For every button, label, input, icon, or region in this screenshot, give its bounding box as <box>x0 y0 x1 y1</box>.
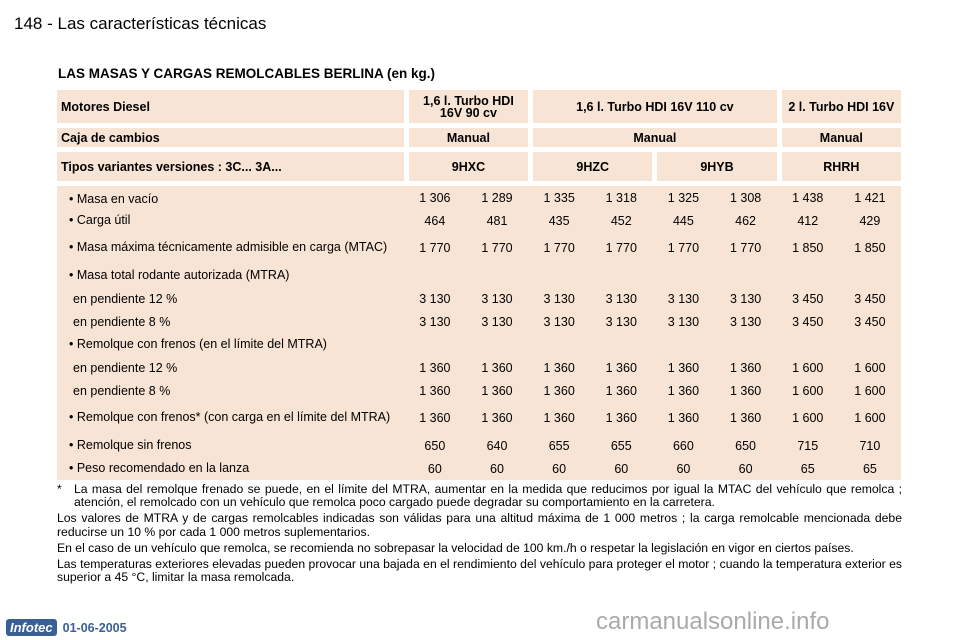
watermark: carmanualsonline.info <box>596 608 830 635</box>
row-value: 3 130 <box>528 310 590 333</box>
row-value: 1 360 <box>528 356 590 379</box>
row-value: 655 <box>528 434 590 457</box>
row-value: 60 <box>404 457 466 480</box>
row-value: 60 <box>714 457 776 480</box>
row-value: 3 130 <box>714 310 776 333</box>
row-value: 1 360 <box>652 356 714 379</box>
row-value: 1 770 <box>528 232 590 264</box>
row-label <box>57 264 404 287</box>
row-value: 1 306 <box>404 186 466 209</box>
row-value: 481 <box>466 209 528 232</box>
row-value: 710 <box>839 434 901 457</box>
table-row <box>57 434 901 457</box>
row-label <box>57 209 404 232</box>
page-number: 148 <box>14 14 43 33</box>
row-value: 1 289 <box>466 186 528 209</box>
row-value: 1 770 <box>652 232 714 264</box>
variant-col-3: 9HYB <box>652 152 776 186</box>
row-label <box>57 310 404 333</box>
row-value <box>714 264 776 287</box>
row-value: 640 <box>466 434 528 457</box>
variant-col-2: 9HZC <box>528 152 652 186</box>
row-value: 3 130 <box>466 310 528 333</box>
row-label-text: • Masa total rodante autorizada (MTRA) <box>69 267 290 282</box>
header-separator: - <box>47 14 53 33</box>
row-value: 1 360 <box>652 402 714 434</box>
gearbox-col-3: Manual <box>777 128 901 152</box>
star-note <box>57 483 902 509</box>
row-value <box>777 264 839 287</box>
row-value <box>404 264 466 287</box>
row-value: 1 600 <box>839 402 901 434</box>
row-value: 1 600 <box>777 379 839 402</box>
row-value <box>404 333 466 356</box>
row-value: 1 335 <box>528 186 590 209</box>
row-value: 435 <box>528 209 590 232</box>
row-value: 1 770 <box>404 232 466 264</box>
row-value <box>590 264 652 287</box>
row-value: 60 <box>466 457 528 480</box>
row-value <box>466 333 528 356</box>
row-value: 65 <box>839 457 901 480</box>
gearbox-label: Caja de cambios <box>57 128 404 152</box>
row-value <box>590 333 652 356</box>
infotec-logo: Infotec <box>6 619 57 636</box>
row-label <box>57 287 404 310</box>
row-label-text: en pendiente 8 % <box>73 314 171 329</box>
row-value: 715 <box>777 434 839 457</box>
star-marker: * <box>57 482 62 496</box>
row-value: 1 360 <box>404 402 466 434</box>
table-row <box>57 379 901 402</box>
row-value: 412 <box>777 209 839 232</box>
row-value: 445 <box>652 209 714 232</box>
row-value: 3 130 <box>590 310 652 333</box>
row-value: 3 450 <box>777 287 839 310</box>
footer <box>6 619 127 636</box>
row-label-text: en pendiente 8 % <box>73 383 171 398</box>
row-value: 3 450 <box>839 287 901 310</box>
row-value: 1 600 <box>839 356 901 379</box>
row-value: 60 <box>528 457 590 480</box>
row-value: 1 360 <box>590 402 652 434</box>
section-title: Las características técnicas <box>57 14 267 33</box>
row-value: 1 360 <box>590 356 652 379</box>
table-row <box>57 457 901 480</box>
row-label <box>57 434 404 457</box>
table-row <box>57 310 901 333</box>
note-speed: En el caso de un vehículo que remolca, se recomienda no sobrepasar la velocidad de 100 km./h o respetar la legislación en vigor en ciertos países. <box>57 540 854 555</box>
row-label-text: • Peso recomendado en la lanza <box>69 460 250 475</box>
row-value <box>652 264 714 287</box>
row-value: 1 600 <box>839 379 901 402</box>
row-value: 452 <box>590 209 652 232</box>
table-row <box>57 356 901 379</box>
row-label-text: • Masa en vacío <box>69 191 159 206</box>
row-value: 1 850 <box>839 232 901 264</box>
row-value: 60 <box>590 457 652 480</box>
gearbox-col-1: Manual <box>404 128 528 152</box>
note-altitude: Los valores de MTRA y de cargas remolcables indicadas son válidas para una altitud máxima de 1 000 metros ; la carga remolcable mencionada debe reducirse un 10 % por cada 1 000 metros suplementarios. <box>57 511 902 539</box>
row-value <box>528 333 590 356</box>
table-row <box>57 402 901 434</box>
table-row <box>57 264 901 287</box>
row-label-text: • Carga útil <box>69 212 131 227</box>
gearbox-col-2: Manual <box>528 128 777 152</box>
table-row <box>57 287 901 310</box>
row-value <box>466 264 528 287</box>
row-value <box>777 333 839 356</box>
row-label-text: • Remolque con frenos* (con carga en el límite del MTRA) <box>69 410 391 425</box>
row-value: 1 360 <box>714 356 776 379</box>
row-value: 1 438 <box>777 186 839 209</box>
row-value: 3 130 <box>652 310 714 333</box>
row-label-text: • Remolque con frenos (en el límite del MTRA) <box>69 336 327 351</box>
row-value: 1 360 <box>404 356 466 379</box>
table-row <box>57 209 901 232</box>
row-value <box>714 333 776 356</box>
row-value: 1 421 <box>839 186 901 209</box>
note-temperature: Las temperaturas exteriores elevadas pueden provocar una bajada en el rendimiento del vehículo para proteger el motor ; cuando la temperatura exterior es superior a 45 °C, limitar la masa remolcada. <box>57 557 902 585</box>
row-label <box>57 333 404 356</box>
gearbox-row <box>57 128 901 152</box>
row-value: 1 770 <box>466 232 528 264</box>
row-value: 1 360 <box>404 379 466 402</box>
row-value: 650 <box>404 434 466 457</box>
footer-date: 01-06-2005 <box>62 620 127 635</box>
row-value: 3 130 <box>528 287 590 310</box>
row-label <box>57 402 404 434</box>
page-header <box>14 14 266 34</box>
engine-col-3: 2 l. Turbo HDI 16V <box>777 90 901 128</box>
row-label-text: en pendiente 12 % <box>73 360 178 375</box>
variant-col-1: 9HXC <box>404 152 528 186</box>
row-value: 3 130 <box>404 310 466 333</box>
row-value: 650 <box>714 434 776 457</box>
variant-row <box>57 152 901 186</box>
engine-col-2: 1,6 l. Turbo HDI 16V 110 cv <box>528 90 777 128</box>
row-value: 1 325 <box>652 186 714 209</box>
row-value <box>839 264 901 287</box>
row-value: 3 130 <box>714 287 776 310</box>
engine-col-1: 1,6 l. Turbo HDI 16V 90 cv <box>404 90 528 128</box>
row-value: 464 <box>404 209 466 232</box>
row-value: 1 770 <box>590 232 652 264</box>
row-value <box>839 333 901 356</box>
row-value: 429 <box>839 209 901 232</box>
row-value: 3 450 <box>777 310 839 333</box>
row-value: 1 600 <box>777 402 839 434</box>
row-value: 1 360 <box>528 379 590 402</box>
row-value: 1 360 <box>466 356 528 379</box>
row-value <box>652 333 714 356</box>
row-value: 1 360 <box>466 402 528 434</box>
row-label-text: en pendiente 12 % <box>73 291 178 306</box>
variant-label: Tipos variantes versiones : 3C... 3A... <box>57 152 404 186</box>
row-value: 660 <box>652 434 714 457</box>
row-value: 1 360 <box>714 402 776 434</box>
row-value: 1 360 <box>466 379 528 402</box>
row-value: 1 770 <box>714 232 776 264</box>
row-value: 3 130 <box>404 287 466 310</box>
table-body <box>57 186 901 480</box>
row-value: 655 <box>590 434 652 457</box>
table-title: LAS MASAS Y CARGAS REMOLCABLES BERLINA (en kg.) <box>58 66 436 81</box>
engine-label: Motores Diesel <box>57 90 404 128</box>
row-label-text: • Remolque sin frenos <box>69 437 192 452</box>
row-value: 1 600 <box>777 356 839 379</box>
row-label <box>57 379 404 402</box>
row-label <box>57 457 404 480</box>
row-value: 1 318 <box>590 186 652 209</box>
row-label <box>57 356 404 379</box>
row-value: 3 130 <box>466 287 528 310</box>
row-value: 1 850 <box>777 232 839 264</box>
row-value: 60 <box>652 457 714 480</box>
row-label-text: • Masa máxima técnicamente admisible en carga (MTAC) <box>69 240 388 255</box>
row-value: 1 308 <box>714 186 776 209</box>
masses-table <box>57 90 901 480</box>
row-value: 3 130 <box>652 287 714 310</box>
row-value: 1 360 <box>652 379 714 402</box>
row-value: 65 <box>777 457 839 480</box>
variant-col-4: RHRH <box>777 152 901 186</box>
row-label <box>57 232 404 264</box>
star-note-text: La masa del remolque frenado se puede, en el límite del MTRA, aumentar en la medida que reducimos por igual la MTAC del vehículo que remolca ; atención, el remolcado con un vehículo que remolca poco cargado puede degradar su comportamiento en la carretera. <box>74 482 902 510</box>
table-row <box>57 186 901 209</box>
engine-row <box>57 90 901 128</box>
row-label <box>57 186 404 209</box>
row-value: 462 <box>714 209 776 232</box>
row-value: 1 360 <box>528 402 590 434</box>
row-value <box>528 264 590 287</box>
row-value: 3 450 <box>839 310 901 333</box>
row-value: 1 360 <box>590 379 652 402</box>
table-row <box>57 333 901 356</box>
table-row <box>57 232 901 264</box>
row-value: 3 130 <box>590 287 652 310</box>
row-value: 1 360 <box>714 379 776 402</box>
notes <box>57 483 902 587</box>
